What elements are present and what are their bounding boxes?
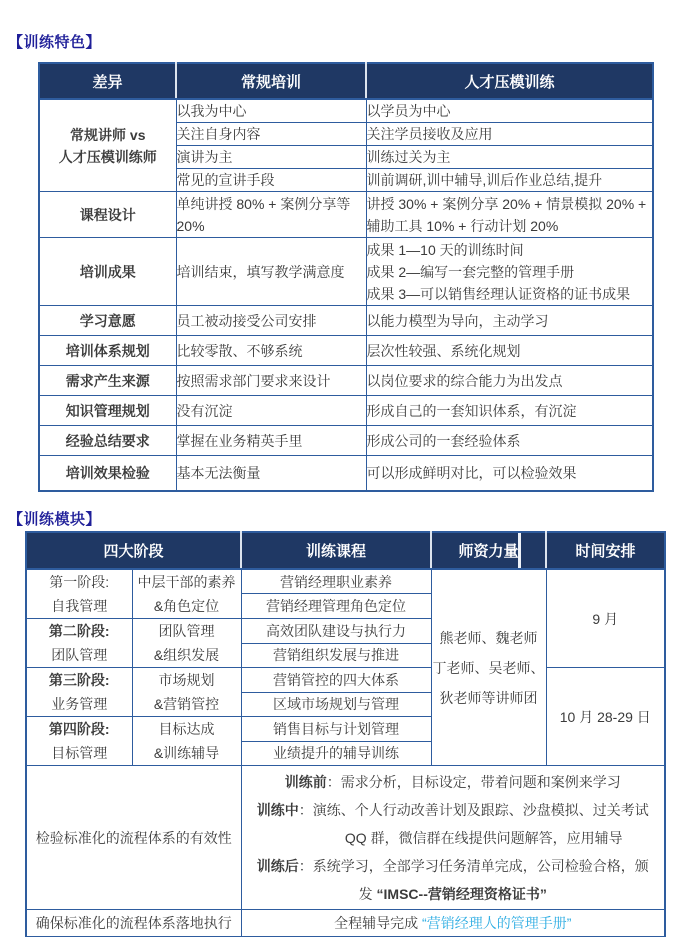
row-label-training-outcome: 培训成果 <box>39 238 176 306</box>
training-system-regular: 比较零散、不够系统 <box>176 336 366 366</box>
outcome-talent-line3: 成果 3—可以销售经理认证资格的证书成果 <box>366 285 631 302</box>
modules-header-courses: 训练课程 <box>241 532 431 569</box>
table-row <box>26 910 665 937</box>
modules-header-row <box>26 532 665 569</box>
phase2-course2: 营销组织发展与推进 <box>241 643 431 668</box>
experience-summary-talent: 形成公司的一套经验体系 <box>366 426 653 456</box>
faculty-line3: 狄老师等讲师团 <box>439 689 538 706</box>
phase3-theme-line2: &营销管控 <box>153 696 220 712</box>
phase1-course2: 营销经理管理角色定位 <box>241 594 431 619</box>
phase4-stage-cell <box>26 717 132 766</box>
table-row <box>26 569 665 594</box>
knowledge-management-regular: 没有沉淀 <box>176 396 366 426</box>
lecturer-talent-3: 训前调研,训中辅导,训后作业总结,提升 <box>366 169 653 192</box>
during-training-line <box>242 796 665 824</box>
outcome-talent <box>366 238 653 306</box>
phase2-theme-cell <box>132 619 241 668</box>
pre-training-text: ：需求分析，目标设定，带着问题和案例来学习 <box>326 773 621 790</box>
section-title-modules: 【训练模块】 <box>8 511 102 528</box>
demand-source-regular: 按照需求部门要求来设计 <box>176 366 366 396</box>
phase1-theme-cell <box>132 569 241 619</box>
table-row <box>39 456 653 491</box>
features-header-difference: 差异 <box>39 63 176 99</box>
modules-header-schedule: 时间安排 <box>546 532 665 569</box>
phase1-stage-cell <box>26 569 132 619</box>
modules-header-phases: 四大阶段 <box>26 532 241 569</box>
row-label-learning-willingness: 学习意愿 <box>39 306 176 336</box>
table-row <box>26 766 665 910</box>
phase1-theme-line2: &角色定位 <box>153 598 220 614</box>
phase1-stage: 第一阶段: <box>49 574 110 590</box>
phase4-course1: 销售目标与计划管理 <box>241 717 431 742</box>
post-training-label: 训练后 <box>256 857 299 874</box>
demand-source-talent: 以岗位要求的综合能力为出发点 <box>366 366 653 396</box>
pre-training-line <box>242 768 665 796</box>
features-header-talent-training: 人才压模训练 <box>366 63 653 99</box>
lecturer-regular-2: 演讲为主 <box>176 146 366 169</box>
table-row <box>39 336 653 366</box>
certificate-prefix: 发 <box>358 885 377 902</box>
faculty-header-label: 师资力量 <box>458 543 519 560</box>
row-label-effect-check: 培训效果检验 <box>39 456 176 491</box>
table-row <box>39 192 653 238</box>
row-label-knowledge-management: 知识管理规划 <box>39 396 176 426</box>
phase2-stage: 第二阶段: <box>48 623 110 639</box>
table-row <box>39 366 653 396</box>
lecturer-regular-3: 常见的宣讲手段 <box>176 169 366 192</box>
phase2-stage-cell <box>26 619 132 668</box>
outcome-talent-line1: 成果 1—10 天的训练时间 <box>366 241 524 258</box>
manual-cell <box>241 910 665 937</box>
phase2-theme-line1: 团队管理 <box>158 623 215 639</box>
table-row <box>39 306 653 336</box>
phase4-theme-cell <box>132 717 241 766</box>
phase3-stage-cell <box>26 668 132 717</box>
table-row <box>26 668 665 693</box>
ensure-standard-cell: 确保标准化的流程体系落地执行 <box>26 910 241 937</box>
phase1-name: 自我管理 <box>51 598 108 614</box>
lecturer-label-line2: 人才压模训练师 <box>58 148 157 165</box>
phase1-theme-line1: 中层干部的素养 <box>137 574 236 590</box>
faculty-line2: 丁老师、吴老师、 <box>432 659 545 676</box>
effect-check-talent: 可以形成鲜明对比，可以检验效果 <box>366 456 653 491</box>
header-divider <box>518 533 521 568</box>
training-process-cell <box>241 766 665 910</box>
faculty-cell <box>431 569 546 766</box>
modules-table <box>25 531 666 937</box>
phase4-theme-line2: &训练辅导 <box>153 745 220 761</box>
table-row <box>39 99 653 123</box>
features-header-regular-training: 常规培训 <box>176 63 366 99</box>
post-training-line <box>242 852 665 880</box>
phase2-theme-line2: &组织发展 <box>153 647 220 663</box>
lecturer-regular-0: 以我为中心 <box>176 99 366 123</box>
table-row <box>39 426 653 456</box>
phase4-name: 目标管理 <box>51 745 108 761</box>
during-training-label: 训练中 <box>256 801 299 818</box>
features-table <box>38 62 654 492</box>
phase3-name: 业务管理 <box>51 696 108 712</box>
manual-title: “营销经理人的管理手册” <box>422 914 572 931</box>
features-header-row <box>39 63 653 99</box>
section-title-features: 【训练特色】 <box>8 34 102 51</box>
table-row <box>39 238 653 306</box>
during-training-text: ：演练、个人行动改善计划及跟踪、沙盘模拟、过关考试 <box>298 801 649 818</box>
row-label-demand-source: 需求产生来源 <box>39 366 176 396</box>
schedule-first-cell: 9 月 <box>546 569 665 668</box>
phase4-stage: 第四阶段: <box>48 721 110 737</box>
modules-header-faculty <box>431 532 546 569</box>
lecturer-talent-2: 训练过关为主 <box>366 146 653 169</box>
pre-training-label: 训练前 <box>284 773 327 790</box>
phase3-stage: 第三阶段: <box>48 672 110 688</box>
phase4-theme-line1: 目标达成 <box>158 721 215 737</box>
lecturer-label-line1: 常规讲师 vs <box>70 126 146 143</box>
lecturer-talent-1: 关注学员接收及应用 <box>366 123 653 146</box>
post-training-text: ：系统学习，全部学习任务清单完成，公司检验合格，颁 <box>298 857 649 874</box>
certificate-name: “IMSC--营销经理资格证书” <box>376 885 547 902</box>
phase3-course1: 营销管控的四大体系 <box>241 668 431 693</box>
certificate-line <box>242 880 665 908</box>
phase4-course2: 业绩提升的辅导训练 <box>241 741 431 766</box>
row-label-experience-summary: 经验总结要求 <box>39 426 176 456</box>
phase1-course1: 营销经理职业素养 <box>241 569 431 594</box>
knowledge-management-talent: 形成自己的一套知识体系，有沉淀 <box>366 396 653 426</box>
check-standard-cell: 检验标准化的流程体系的有效性 <box>26 766 241 910</box>
phase3-theme-cell <box>132 668 241 717</box>
outcome-talent-line2: 成果 2—编写一套完整的管理手册 <box>366 263 575 280</box>
phase2-course1: 高效团队建设与执行力 <box>241 619 431 644</box>
faculty-line1: 熊老师、魏老师 <box>439 629 538 646</box>
lecturer-talent-0: 以学员为中心 <box>366 99 653 123</box>
row-label-course-design: 课程设计 <box>39 192 176 238</box>
phase2-name: 团队管理 <box>51 647 108 663</box>
during-training-line2: QQ 群，微信群在线提供问题解答，应用辅导 <box>344 829 623 846</box>
lecturer-regular-1: 关注自身内容 <box>176 123 366 146</box>
table-row <box>39 396 653 426</box>
learning-willingness-regular: 员工被动接受公司安排 <box>176 306 366 336</box>
row-label-training-system: 培训体系规划 <box>39 336 176 366</box>
course-design-regular: 单纯讲授 80% + 案例分享等 20% <box>176 192 366 238</box>
outcome-regular: 培训结束，填写教学满意度 <box>176 238 366 306</box>
schedule-second-cell: 10 月 28-29 日 <box>546 668 665 766</box>
phase3-theme-line1: 市场规划 <box>158 672 215 688</box>
row-label-lecturer-vs-trainer <box>39 99 176 192</box>
course-design-talent: 讲授 30% + 案例分享 20% + 情景模拟 20% + 辅助工具 10% + 行动计划 20% <box>366 192 653 238</box>
phase3-course2: 区域市场规划与管理 <box>241 692 431 717</box>
effect-check-regular: 基本无法衡量 <box>176 456 366 491</box>
learning-willingness-talent: 以能力模型为导向，主动学习 <box>366 306 653 336</box>
manual-prefix: 全程辅导完成 <box>334 914 423 931</box>
training-system-talent: 层次性较强、系统化规划 <box>366 336 653 366</box>
experience-summary-regular: 掌握在业务精英手里 <box>176 426 366 456</box>
